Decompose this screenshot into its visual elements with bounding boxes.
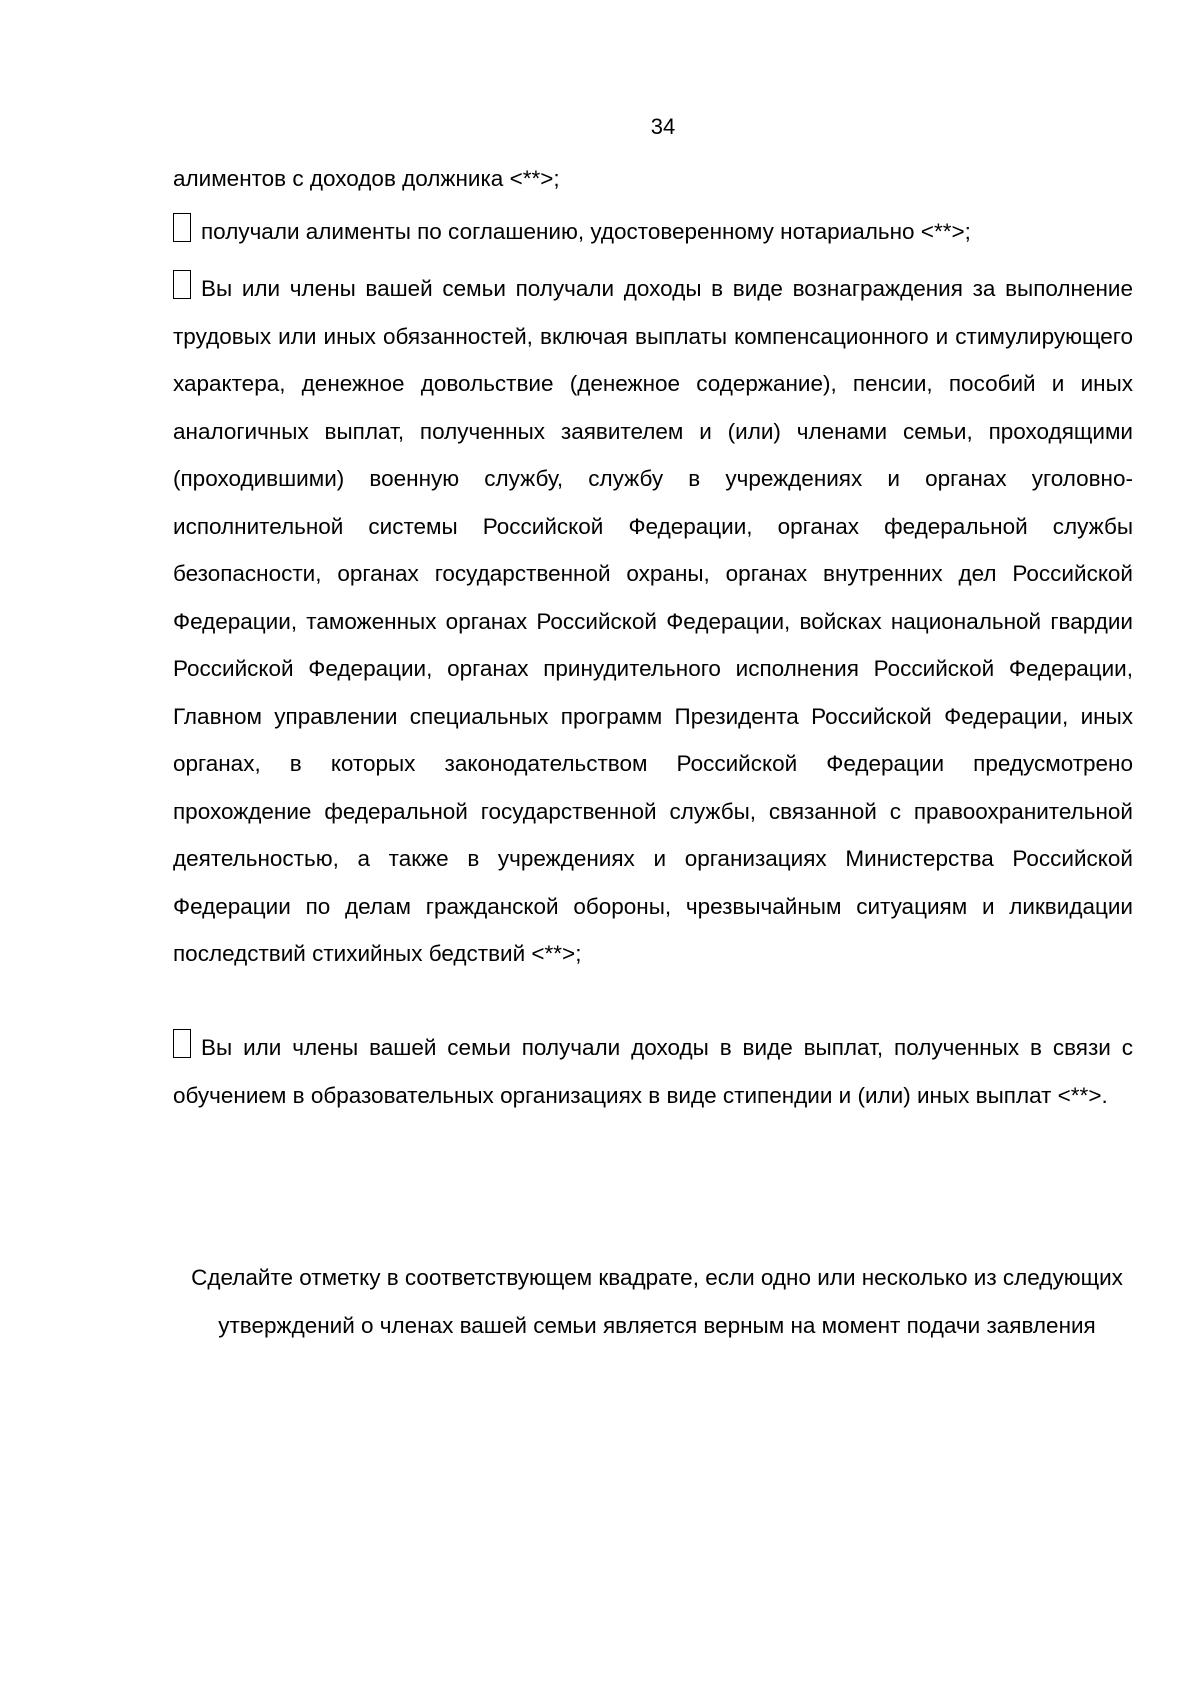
checkbox-item-alimony-agreement: [173, 208, 1133, 256]
checkbox-item-label: получали алименты по соглашению, удостоверенному нотариально <**>;: [201, 219, 971, 244]
checkbox-item-education-payments: [173, 1024, 1133, 1119]
checkbox-alimony-agreement[interactable]: [173, 213, 191, 242]
checkbox-education-payments[interactable]: [173, 1029, 191, 1058]
checkbox-item-label: Вы или члены вашей семьи получали доходы в виде вознаграждения за выполнение трудовых или иных обязанностей, включая выплаты компенсационного и стимулирующего характера, денежное довольствие (денежное содержание), пенсии, пособий и иных аналогичных выплат, полученных заявителем и (или) членами семьи, проходящими (проходившими) военную службу, службу в учреждениях и органах уголовно-исполнительной системы Российской Федерации, органах федеральной службы безопасности, органах государственной охраны, органах внутренних дел Российской Федерации, таможенных органах Российской Федерации, войсках национальной гвардии Российской Федерации, органах принудительного исполнения Российской Федерации, Главном управлении специальных программ Президента Российской Федерации, иных органах, в которых законодательством Российской Федерации предусмотрено прохождение федеральной государственной службы, связанной с правоохранительной деятельностью, а также в учреждениях и организациях Министерства Российской Федерации по делам гражданской обороны, чрезвычайным ситуациям и ликвидации последствий стихийных бедствий <**>;: [173, 276, 1133, 966]
checkbox-item-label: Вы или члены вашей семьи получали доходы в виде выплат, полученных в связи с обучением в образовательных организациях в виде стипендии и (или) иных выплат <**>.: [173, 1035, 1133, 1108]
page-number: 34: [650, 114, 676, 139]
checkbox-item-service-income: [173, 265, 1133, 978]
instruction-text: Сделайте отметку в соответствующем квадрате, если одно или несколько из следующих утверждений о членах вашей семьи является верным на момент подачи заявления: [191, 1265, 1123, 1338]
continuation-line: алиментов с доходов должника <**>;: [173, 166, 560, 191]
checkbox-service-income[interactable]: [173, 270, 191, 299]
